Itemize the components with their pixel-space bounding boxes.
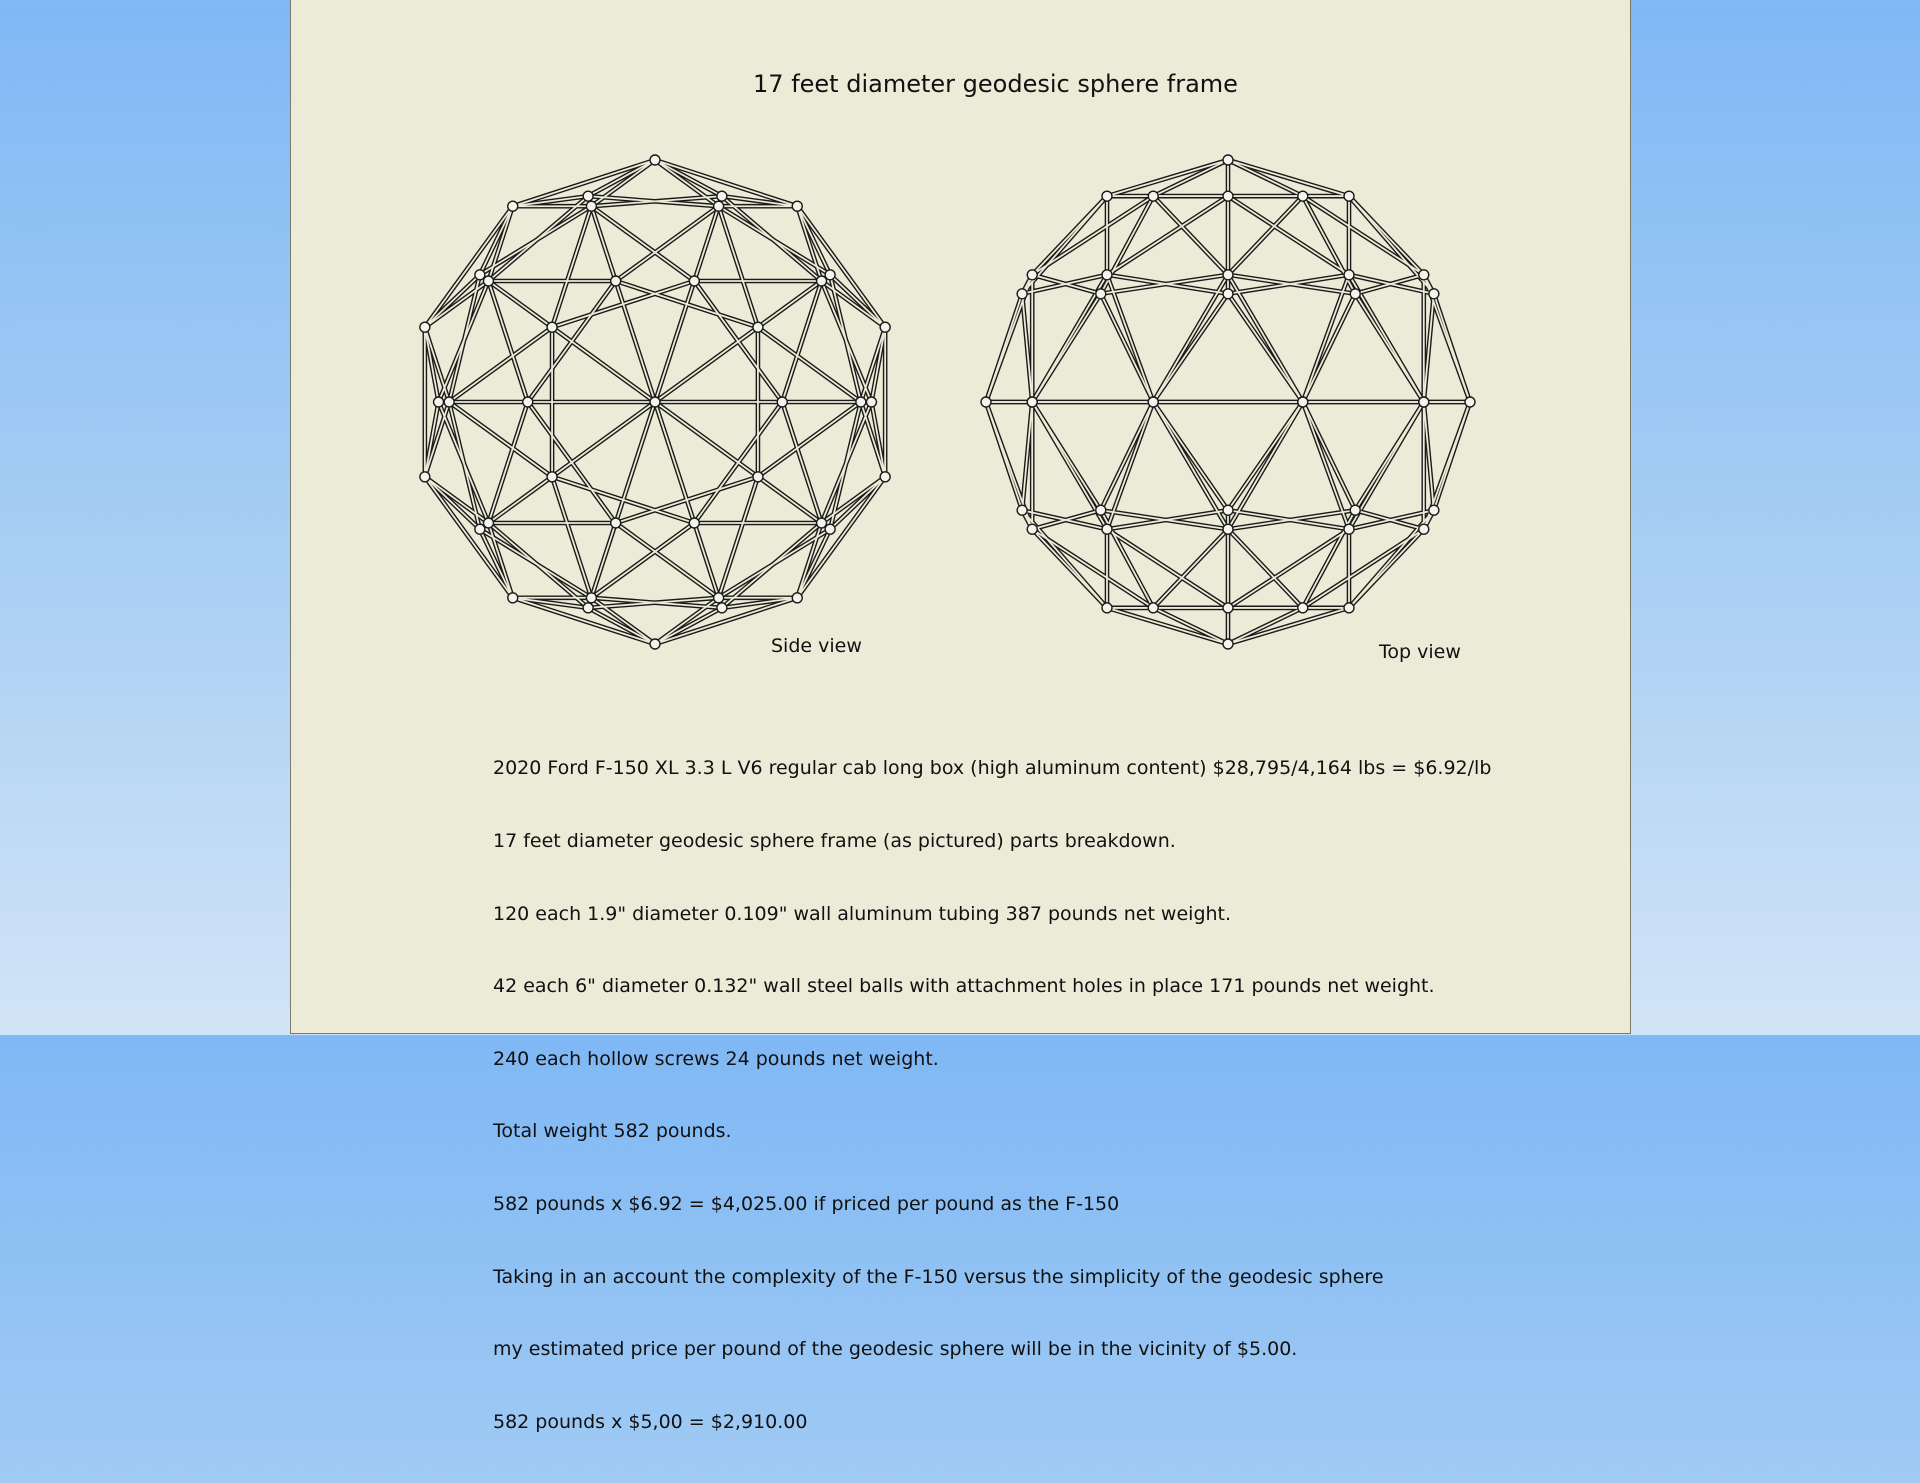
hub-ball (1344, 524, 1354, 534)
strut-core (1153, 294, 1228, 402)
hub-ball (475, 524, 485, 534)
strut-core (616, 206, 719, 281)
hub-ball (714, 593, 724, 603)
hub-ball (856, 397, 866, 407)
hub-ball (1419, 270, 1429, 280)
strut-core (1107, 275, 1153, 402)
breakdown-line: 582 pounds x $5,00 = $2,910.00 (493, 1410, 808, 1433)
hub-ball (777, 397, 787, 407)
hub-ball (1027, 397, 1037, 407)
hub-ball (475, 270, 485, 280)
hub-ball (753, 322, 763, 332)
hub-ball (1027, 524, 1037, 534)
strut-core (782, 281, 821, 402)
strut-core (591, 523, 694, 598)
hub-ball (483, 276, 493, 286)
hub-ball (1102, 603, 1112, 613)
hub-ball (1148, 191, 1158, 201)
breakdown-line: 582 pounds x $6.92 = $4,025.00 if priced per pound as the F-150 (493, 1193, 1120, 1216)
hub-ball (547, 472, 557, 482)
hub-ball (1223, 524, 1233, 534)
strut-core (1303, 294, 1355, 402)
hub-ball (866, 397, 876, 407)
hub-ball (1017, 289, 1027, 299)
hub-ball (1298, 397, 1308, 407)
hub-ball (1344, 603, 1354, 613)
strut-core (1434, 402, 1470, 510)
diagram-title: 17 feet diameter geodesic sphere frame (753, 70, 1238, 98)
hub-ball (714, 201, 724, 211)
hub-ball (880, 322, 890, 332)
strut-core (1101, 402, 1153, 510)
breakdown-line: 2020 Ford F-150 XL 3.3 L V6 regular cab long box (high aluminum content) $28,795/4,164 lbs = $6.92/lb (493, 757, 1492, 780)
strut-core (488, 281, 527, 402)
strut-core (655, 402, 758, 477)
hub-ball (1223, 505, 1233, 515)
hub-ball (1344, 191, 1354, 201)
strut-core (1303, 402, 1355, 510)
strut-core (528, 402, 616, 523)
hub-ball (1429, 505, 1439, 515)
strut-core (1101, 294, 1153, 402)
strut-core (528, 281, 616, 402)
hub-ball (1102, 524, 1112, 534)
hub-ball (1298, 603, 1308, 613)
hub-ball (825, 270, 835, 280)
strut-core (591, 206, 694, 281)
hub-ball (1223, 270, 1233, 280)
strut-core (488, 402, 527, 523)
strut-core (552, 327, 655, 402)
hub-ball (1223, 603, 1233, 613)
hub-ball (611, 276, 621, 286)
hub-ball (817, 276, 827, 286)
strut-core (1228, 402, 1303, 529)
hub-ball (825, 524, 835, 534)
hub-ball (981, 397, 991, 407)
strut-core (1032, 402, 1101, 510)
hub-ball (1223, 289, 1233, 299)
breakdown-line: my estimated price per pound of the geodesic sphere will be in the vicinity of $5.00. (493, 1338, 1298, 1361)
hub-ball (717, 191, 727, 201)
hub-ball (444, 397, 454, 407)
hub-ball (880, 472, 890, 482)
breakdown-line: 17 feet diameter geodesic sphere frame (as pictured) parts breakdown. (493, 830, 1176, 853)
strut-core (655, 327, 758, 402)
hub-ball (583, 603, 593, 613)
hub-ball (817, 518, 827, 528)
hub-ball (1223, 191, 1233, 201)
strut-core (1107, 402, 1153, 529)
strut-core (782, 402, 821, 523)
breakdown-line: Total weight 582 pounds. (493, 1120, 732, 1143)
top-view-sphere (981, 155, 1475, 649)
side-view-label: Side view (771, 635, 862, 657)
hub-ball (508, 201, 518, 211)
strut-core (1355, 402, 1424, 510)
hub-ball (420, 472, 430, 482)
hub-ball (1096, 289, 1106, 299)
hub-ball (1419, 397, 1429, 407)
hub-ball (1350, 289, 1360, 299)
hub-ball (1027, 270, 1037, 280)
hub-ball (1102, 270, 1112, 280)
top-view-label: Top view (1379, 641, 1461, 663)
geodesic-sphere-drawings (291, 0, 1630, 700)
diagram-panel (290, 0, 1631, 1433)
strut-core (616, 523, 719, 598)
strut-core (1228, 275, 1303, 402)
hub-ball (1017, 505, 1027, 515)
hub-ball (792, 201, 802, 211)
hub-ball (792, 593, 802, 603)
hub-ball (586, 593, 596, 603)
hub-ball (1148, 397, 1158, 407)
breakdown-line: 120 each 1.9" diameter 0.109" wall aluminum tubing 387 pounds net weight. (493, 902, 1232, 925)
strut-core (1303, 402, 1349, 529)
breakdown-line: 42 each 6" diameter 0.132" wall steel balls with attachment holes in place 171 pounds net weight. (493, 975, 1435, 998)
breakdown-line: 240 each hollow screws 24 pounds net weight. (493, 1047, 939, 1070)
hub-ball (1148, 603, 1158, 613)
hub-ball (508, 593, 518, 603)
hub-ball (1350, 505, 1360, 515)
strut-core (1228, 294, 1303, 402)
strut-core (616, 477, 758, 523)
hub-ball (1223, 639, 1233, 649)
hub-ball (650, 155, 660, 165)
strut-core (616, 281, 758, 327)
hub-ball (689, 518, 699, 528)
hub-ball (1344, 270, 1354, 280)
breakdown-line: Taking in an account the complexity of the F-150 versus the simplicity of the geodesic sphere (493, 1265, 1384, 1288)
hub-ball (1465, 397, 1475, 407)
hub-ball (1223, 155, 1233, 165)
parts-breakdown (493, 708, 1491, 1483)
hub-ball (483, 518, 493, 528)
hub-ball (583, 191, 593, 201)
side-view-sphere (420, 155, 890, 649)
hub-ball (523, 397, 533, 407)
hub-ball (1419, 524, 1429, 534)
strut-core (1228, 402, 1303, 510)
strut-core (1153, 402, 1228, 529)
hub-ball (1102, 191, 1112, 201)
hub-ball (650, 397, 660, 407)
hub-ball (611, 518, 621, 528)
hub-ball (717, 603, 727, 613)
strut-core (1303, 275, 1349, 402)
hub-ball (1096, 505, 1106, 515)
hub-ball (650, 639, 660, 649)
hub-ball (689, 276, 699, 286)
hub-ball (547, 322, 557, 332)
hub-ball (753, 472, 763, 482)
strut-core (1153, 402, 1228, 510)
hub-ball (1298, 191, 1308, 201)
strut-core (552, 402, 655, 477)
strut-core (1153, 275, 1228, 402)
strut-core (694, 281, 782, 402)
hub-ball (420, 322, 430, 332)
hub-ball (1429, 289, 1439, 299)
hub-ball (586, 201, 596, 211)
hub-ball (434, 397, 444, 407)
